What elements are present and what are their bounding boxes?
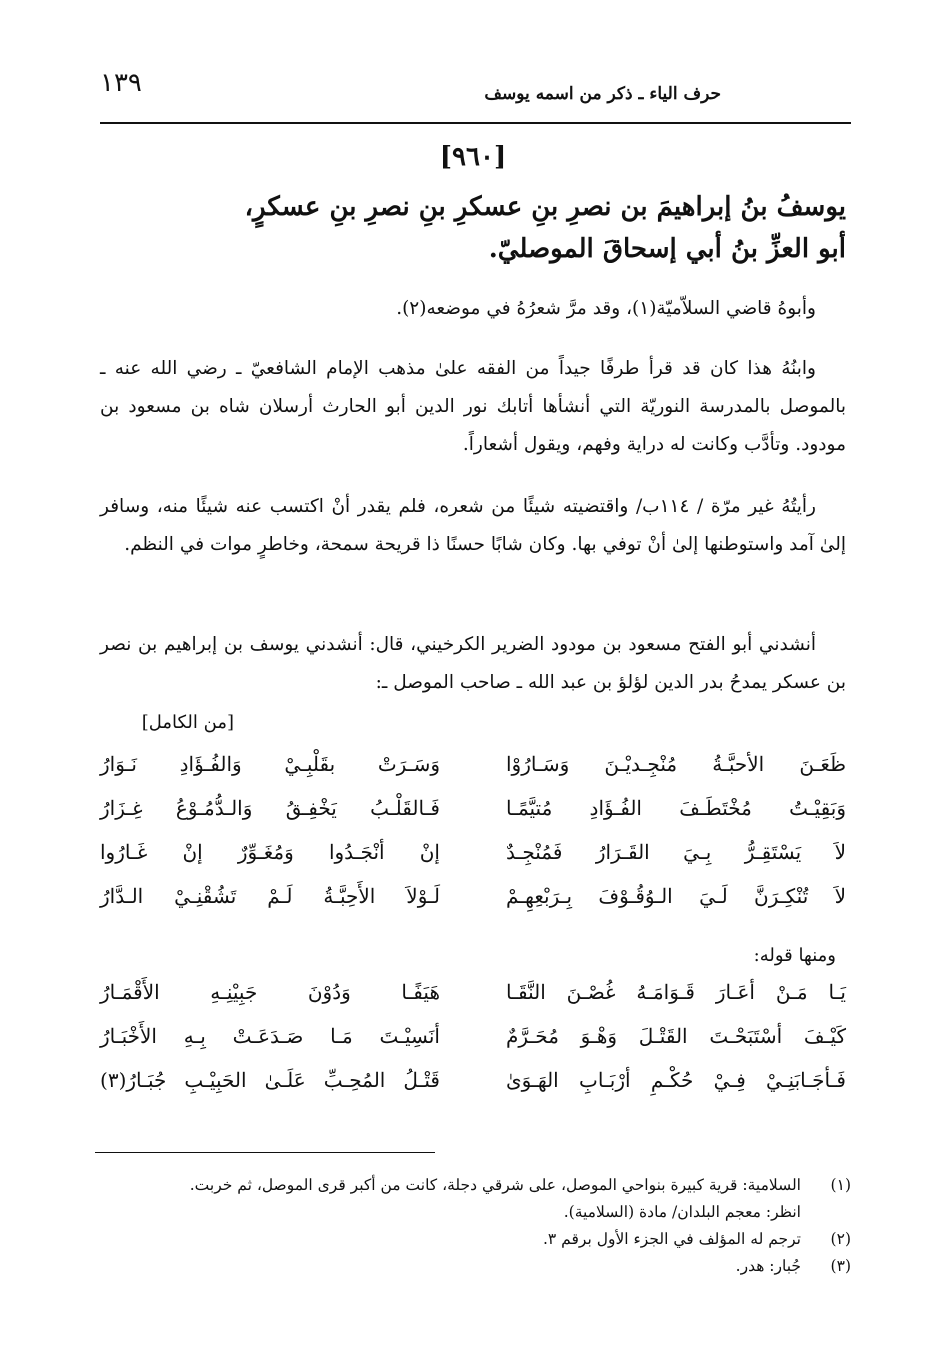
footnote <box>100 1253 851 1280</box>
page-header <box>100 64 851 122</box>
verse-second-hemistich: هَيَفًـا وَدُوْنَ جَبِيْنِـهِ الأَقْمَـارُ <box>100 980 440 1004</box>
page-number: ١٣٩ <box>100 68 142 98</box>
header-rule <box>100 122 851 124</box>
meter-label: [من الكامل] <box>141 712 234 733</box>
footnote <box>100 1226 851 1253</box>
entry-number: [٩٦٠] <box>439 142 507 172</box>
entry-title <box>95 186 846 270</box>
verse-second-hemistich: لَـوْلاَ الأَحِبَّـةُ لَـمْ تَشُقْنِـيْ الـدَّارُ <box>100 884 440 908</box>
footnote <box>100 1172 851 1199</box>
footnote-text: جُبار: هدر. <box>735 1257 801 1275</box>
entry-title-line-2: أبو العزِّ بنُ أبي إسحاقَ الموصليّ. <box>488 234 846 264</box>
paragraph-recited: أنشدني أبو الفتح مسعود بن مودود الضرير الكرخيني، قال: أنشدني يوسف بن إبراهيم بن نصر بن عسكر يمدحُ بدر الدين لؤلؤ بن عبد الله ـ صاحب الموصل ـ: <box>100 634 846 693</box>
footnote-number: (٢) <box>830 1230 851 1248</box>
paragraph-seen: رأيتُهُ غير مرّة / ١١٤ب/ واقتضيته شيئًا من شعره، فلم يقدر أنْ اكتسب عنه شيئًا منه، وسافر إلىٰ آمد واستوطنها إلىٰ أنْ توفي بها. وكان شابًا حسنًا ذا قريحة سمحة، وخاطرٍ موات في النظم. <box>100 496 846 555</box>
footnote-continuation <box>100 1199 851 1226</box>
footnote-text: ترجم له المؤلف في الجزء الأول برقم ٣. <box>542 1230 801 1248</box>
running-title: حرف الياء ـ ذكر من اسمه يوسف <box>484 84 721 104</box>
verse-first-hemistich: وَبَقِيْـتُ مُخْتَطَـفَ الفُـؤَادِ مُتيَّمًـا <box>506 796 846 820</box>
verse-first-hemistich: لاَ يَسْتَقِـرُّ بِـيَ القَـرَارُ فَمُنْجِـدٌ <box>506 840 846 864</box>
verse-second-hemistich: أنَسِيْـتَ مَـا صَـدَعَـتْ بِـهِ الأَخْبَـارُ <box>100 1024 440 1048</box>
verse-row <box>100 980 846 1024</box>
verse-first-hemistich: فَـأجَـابَنِـيْ فِـيْ حُكْـمِ أرْبَـابِ الهَـوَىٰ <box>506 1068 846 1092</box>
verse-row <box>100 796 846 840</box>
entry-title-line-1: يوسفُ بنُ إبراهيمَ بن نصرِ بنِ عسكرِ بنِ نصرِ بنِ عسكرٍ، <box>244 192 846 222</box>
verse-first-hemistich: يَـا مَـنْ أعَـارَ قَـوَامَـهُ غُصْـنَ النَّقَـا <box>506 980 846 1004</box>
verses-group-2 <box>100 980 846 1112</box>
footnote-number: (٣) <box>830 1257 851 1275</box>
footnote-number: (١) <box>830 1176 851 1194</box>
verse-row <box>100 884 846 928</box>
minha-label: ومنها قوله: <box>753 945 836 966</box>
paragraph-father: وأبوهُ قاضي السلاّميّة(١)، وقد مرَّ شعرُهُ في موضعه(٢). <box>396 298 816 319</box>
footnotes <box>100 1172 851 1280</box>
verse-first-hemistich: ظَعَـنَ الأحبَّـةُ مُنْجِـديْـنَ وَسَـارُوْا <box>506 752 846 776</box>
verse-second-hemistich: فَـالقَلْـبُ يَخْفِـقُ وَالـدُّمُـوْعُ غِـزَارُ <box>100 796 440 820</box>
verse-first-hemistich: كَيْـفَ أسْتَبَحْـتَ القَتْـلَ وَهْـوَ مُحَـرَّمٌ <box>506 1024 846 1048</box>
footnote-text: السلامية: قرية كبيرة بنواحي الموصل، على شرقي دجلة، كانت من أكبر قرى الموصل، ثم خربت. <box>189 1176 801 1194</box>
verse-row <box>100 840 846 884</box>
verse-second-hemistich: وَسَـرَتْ بقَلْبِـيْ وَالفُـؤَادِ نَـوَارُ <box>100 752 440 776</box>
footnote-rule <box>95 1152 435 1153</box>
verse-row <box>100 1024 846 1068</box>
verse-first-hemistich: لاَ تُنْكِـرَنَّ لَـيَ الـوُقُـوْفَ بِـرَبْعِهِـمْ <box>506 884 846 908</box>
verses-group-1 <box>100 752 846 928</box>
verse-row <box>100 1068 846 1112</box>
verse-row <box>100 752 846 796</box>
verse-second-hemistich: إنْ أنْجَـدُوا وَمُغَـوِّرٌ إنْ غَـارُوا <box>100 840 440 864</box>
verse-second-hemistich: قَتْـلُ المُحِـبِّ عَلَـىٰ الحَبِيْـبِ جُبَـارُ(٣) <box>100 1068 440 1092</box>
paragraph-son: وابنُهُ هذا كان قد قرأ طرفًا جيداً من الفقه علىٰ مذهب الإمام الشافعيّ ـ رضي الله عنه ـ بالموصل بالمدرسة النوريّة التي أنشأها أتابك نور الدين أبو الحارث أرسلان شاه بن مسعود بن مودود. وتأدَّب وكانت له دراية وفهم، ويقول أشعاراً. <box>100 358 846 455</box>
footnote-text: انظر: معجم البلدان/ مادة (السلامية). <box>563 1203 801 1221</box>
